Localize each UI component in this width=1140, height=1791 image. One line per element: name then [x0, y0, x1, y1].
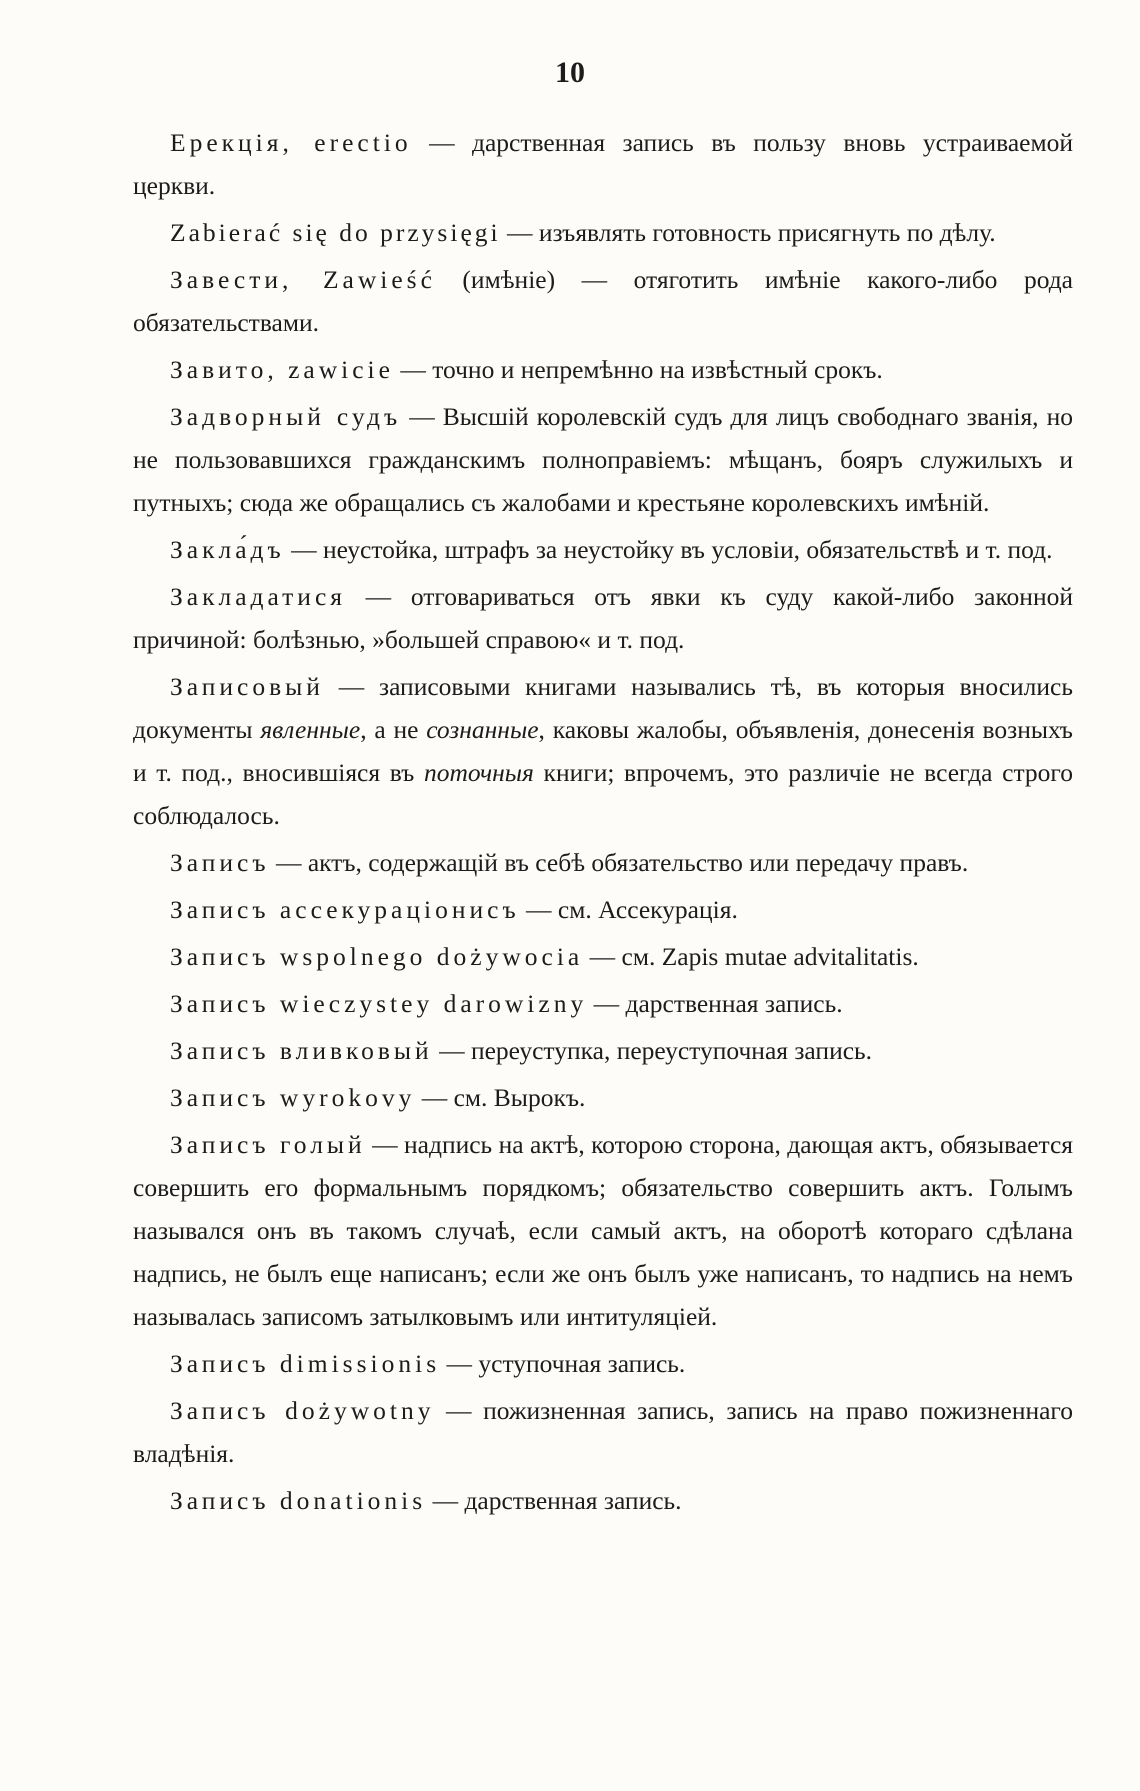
page-number: 10	[555, 56, 585, 89]
entry-definition: — см. Ассекурація.	[519, 895, 738, 924]
entry-zapis-assekuracionis	[133, 888, 1073, 931]
entry-definition: — надпись на актѣ, которою сторона, дающая актъ, обязывается совершить его формальнымъ порядкомъ; обязательство совершить актъ. Голымъ назывался онъ въ такомъ случаѣ, если самый актъ, на оборотѣ котораго сдѣлана надпись, не былъ еще написанъ; если же онъ былъ уже написанъ, то надпись на немъ называлась записомъ затылковымъ или интитуляціей.	[133, 1130, 1073, 1331]
entry-definition: (имѣніе) — отяготить имѣніе какого-либо рода обязательствами.	[133, 265, 1074, 337]
entry-definition: — дарственная запись.	[587, 989, 843, 1018]
entry-definition: — изъявлять готовность присягнуть по дѣлу.	[500, 218, 996, 247]
entry-zapis-wieczystey	[133, 982, 1073, 1025]
entry-term: Закладатися	[170, 582, 346, 611]
entry-erekcia	[133, 121, 1073, 207]
entry-emphasis: сознанные	[426, 715, 539, 744]
entry-zapisovy	[133, 665, 1073, 837]
entry-term: Записъ wyrokovy	[170, 1083, 416, 1112]
entry-term: Записъ dożywotny	[170, 1396, 435, 1425]
entry-definition: — см. Вырокъ.	[415, 1083, 586, 1112]
entry-term: Записъ wspolnego dożywocia	[170, 942, 584, 971]
entry-zabierac	[133, 211, 1073, 254]
entry-definition: — дарственная запись.	[426, 1486, 682, 1515]
entry-definition: — актъ, содержащій въ себѣ обязательство или передачу правъ.	[269, 848, 969, 877]
entry-emphasis: явленные	[260, 715, 361, 744]
entry-term: Закла́дъ	[170, 535, 285, 564]
entry-term: Записъ dimissionis	[170, 1349, 441, 1378]
entry-term: Записъ ассекураціонисъ	[170, 895, 520, 924]
entry-definition: книги; впрочемъ, это различіе не всегда строго соблюдалось.	[133, 758, 1073, 830]
entry-zapis-vlivkovy	[133, 1029, 1073, 1072]
entry-definition: — неустойка, штрафъ за неустойку въ условіи, обязательствѣ и т. под.	[284, 535, 1053, 564]
entry-zaklad	[133, 528, 1073, 571]
entry-zapis-goly	[133, 1123, 1073, 1338]
entry-definition: — отговариваться отъ явки къ суду какой-либо законной причиной: болѣзнью, »большей справою« и т. под.	[133, 582, 1073, 654]
entry-term: Записъ	[170, 848, 270, 877]
entry-definition: , каковы жалобы, объявленія, донесенія возныхъ и т. под., вносившіяся въ	[133, 715, 1073, 787]
entry-definition: , а не	[360, 715, 427, 744]
entry-zavesti	[133, 258, 1073, 344]
entry-zapis-dimissionis	[133, 1342, 1073, 1385]
entry-zakladatisya	[133, 575, 1073, 661]
entry-term: Записъ вливковый	[170, 1036, 433, 1065]
entry-zapis-wyrokovy	[133, 1076, 1073, 1119]
entry-emphasis: поточныя	[423, 758, 534, 787]
entry-definition: — пожизненная запись, запись на право пожизненнаго владѣнія.	[133, 1396, 1073, 1468]
entry-term: Завито, zawicie	[170, 355, 394, 384]
entry-zapis	[133, 841, 1073, 884]
entry-term: Записъ wieczystey darowizny	[170, 989, 588, 1018]
entry-term: Записъ голый	[170, 1130, 366, 1159]
entry-term: Задворный судъ	[170, 402, 402, 431]
entry-zapis-donationis	[133, 1479, 1073, 1522]
entry-zapis-dozywotny	[133, 1389, 1073, 1475]
entry-term: Записъ donationis	[170, 1486, 427, 1515]
dictionary-entries	[133, 121, 1073, 1526]
entry-term: Ерекція, erectio	[170, 128, 412, 157]
entry-definition: — уступочная запись.	[440, 1349, 686, 1378]
entry-term: Завести, Zawieść	[170, 265, 436, 294]
entry-term: Zabierać się do przysięgi	[170, 218, 501, 247]
entry-definition: — Высшій королевскій судъ для лицъ свободнаго званія, но не пользовавшихся гражданскимъ полноправіемъ: мѣщанъ, бояръ служилыхъ и путныхъ; сюда же обращались съ жалобами и крестьяне королевскихъ имѣній.	[133, 402, 1073, 517]
entry-zadvorny-sud	[133, 395, 1073, 524]
entry-zapis-wspolnego	[133, 935, 1073, 978]
entry-definition: — точно и непремѣнно на извѣстный срокъ.	[393, 355, 883, 384]
entry-term: Записовый	[170, 672, 324, 701]
entry-definition: — записовыми книгами назывались тѣ, въ которыя вносились документы	[133, 672, 1073, 744]
entry-definition: — переуступка, переуступочная запись.	[432, 1036, 873, 1065]
entry-zavito	[133, 348, 1073, 391]
entry-definition: — дарственная запись въ пользу вновь устраиваемой церкви.	[133, 128, 1073, 200]
entry-definition: — см. Zapis mutae advitalitatis.	[583, 942, 919, 971]
